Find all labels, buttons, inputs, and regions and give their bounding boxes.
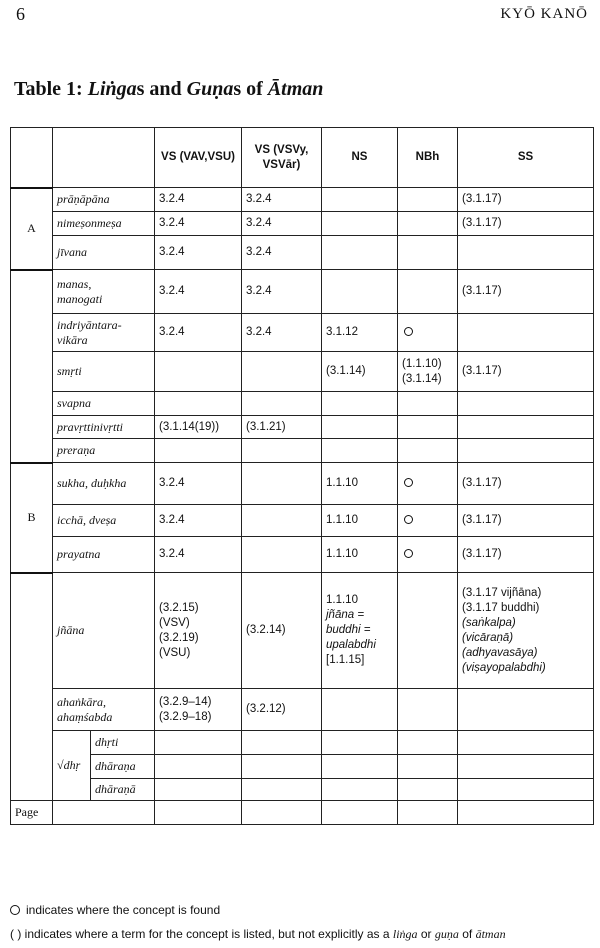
nbh-cell: [398, 212, 458, 236]
page-label: Page: [11, 801, 53, 825]
ns-line: jñāna =: [326, 609, 365, 621]
table-row: [11, 212, 594, 236]
nbh-cell: [398, 188, 458, 212]
ns-cell: [322, 392, 398, 416]
legend-atman: ātman: [475, 927, 506, 941]
term-line: ahaṃśabda: [57, 709, 113, 724]
ns-cell: 1.1.10: [322, 463, 398, 505]
term-cell: pravṛttinivṛtti: [53, 416, 155, 439]
legend-of: of: [458, 927, 476, 941]
vs2-cell: [242, 755, 322, 779]
vs1-cell: [155, 573, 242, 689]
nbh-cell: [398, 779, 458, 801]
title-atman: Ātman: [267, 78, 324, 100]
page-row: [11, 801, 594, 825]
ss-line: (saṅkalpa): [462, 616, 516, 629]
ns-cell: [322, 755, 398, 779]
legend-linga: liṅga: [392, 927, 418, 941]
vs2-cell: (3.2.14): [242, 573, 322, 689]
ns-cell: (3.1.14): [322, 352, 398, 392]
nbh-line: (3.1.14): [402, 372, 442, 385]
title-gunas: Guṇa: [186, 78, 234, 100]
table-row: [11, 779, 594, 801]
ss-cell: [458, 314, 594, 352]
ss-line: (adhyavasāya): [462, 646, 538, 659]
group-label-blank: [11, 573, 53, 801]
ss-cell: (3.1.17): [458, 212, 594, 236]
ns-cell: [322, 689, 398, 731]
found-circle-icon: [404, 549, 413, 558]
ss-cell: [458, 392, 594, 416]
term-cell: smṛti: [53, 352, 155, 392]
nbh-cell: [398, 416, 458, 439]
ss-line: (viṣayopalabdhi): [462, 661, 546, 674]
vs2-cell: 3.2.4: [242, 270, 322, 314]
term-cell: [53, 689, 155, 731]
page-number: 6: [16, 4, 25, 24]
vs1-cell: 3.2.4: [155, 236, 242, 270]
ss-cell: (3.1.17): [458, 505, 594, 537]
found-circle-icon: [404, 327, 413, 336]
table-row: [11, 236, 594, 270]
term-cell: dhṛti: [91, 731, 155, 755]
nbh-cell: [398, 392, 458, 416]
col-header-vs1: VS (VAV,VSU): [155, 128, 242, 188]
legend-paren-symbol: ( ): [10, 927, 22, 941]
vs1-cell: 3.2.4: [155, 270, 242, 314]
ns-cell: [322, 439, 398, 463]
ss-cell: [458, 779, 594, 801]
legend-circle-icon: [10, 905, 20, 915]
table-row: [11, 314, 594, 352]
vs2-cell: [242, 463, 322, 505]
term-cell: nimeṣonmeṣa: [53, 212, 155, 236]
vs1-cell: 3.2.4: [155, 314, 242, 352]
table-row: [11, 439, 594, 463]
legend-circle: [10, 903, 220, 917]
title-s1: s and: [136, 78, 187, 100]
col-header-nbh: NBh: [398, 128, 458, 188]
term-cell: dhāraṇā: [91, 779, 155, 801]
ns-cell: 1.1.10: [322, 505, 398, 537]
lingas-gunas-table: [10, 127, 594, 825]
header-term-cell: [53, 128, 155, 188]
vs2-cell: 3.2.4: [242, 188, 322, 212]
term-cell: prayatna: [53, 537, 155, 573]
vs1-cell: [155, 439, 242, 463]
vs1-cell: [155, 689, 242, 731]
ns-cell: 1.1.10: [322, 537, 398, 573]
ns-cell: 3.1.12: [322, 314, 398, 352]
table-row: [11, 689, 594, 731]
ns-cell: [322, 416, 398, 439]
ss-cell: (3.1.17): [458, 352, 594, 392]
table-row: [11, 416, 594, 439]
nbh-cell: [398, 801, 458, 825]
ns-cell: [322, 212, 398, 236]
found-circle-icon: [404, 478, 413, 487]
ns-cell: [322, 731, 398, 755]
legend-or: or: [417, 927, 435, 941]
term-line: manogati: [57, 291, 103, 306]
vs1-cell: 3.2.4: [155, 537, 242, 573]
table-row: [11, 352, 594, 392]
term-cell: svapna: [53, 392, 155, 416]
ns-cell: [322, 573, 398, 689]
header-row: [11, 128, 594, 188]
nbh-line: (1.1.10): [402, 357, 442, 370]
vs1-cell: (3.1.14(19)): [155, 416, 242, 439]
term-line: vikāra: [57, 332, 88, 347]
term-cell: preraṇa: [53, 439, 155, 463]
vs1-cell: [155, 755, 242, 779]
dhr-root-cell: √dhṛ: [53, 731, 91, 801]
ss-cell: [458, 801, 594, 825]
nbh-cell: [398, 573, 458, 689]
vs1-cell: 3.2.4: [155, 212, 242, 236]
ss-cell: (3.1.17): [458, 188, 594, 212]
title-s2: s of: [233, 78, 268, 100]
vs1-line: (3.2.9–14): [159, 695, 212, 708]
ns-cell: [322, 188, 398, 212]
term-cell: [53, 801, 155, 825]
term-cell: [53, 270, 155, 314]
legend-paren-text: indicates where a term for the concept is listed, but not explicitly as a: [24, 927, 393, 941]
vs2-cell: [242, 352, 322, 392]
vs2-cell: [242, 537, 322, 573]
ss-cell: [458, 755, 594, 779]
ns-line: 1.1.10: [326, 594, 358, 606]
vs1-line: (3.2.15): [159, 601, 199, 614]
nbh-cell: [398, 439, 458, 463]
table-row: [11, 270, 594, 314]
vs2-cell: [242, 801, 322, 825]
vs2-cell: [242, 439, 322, 463]
term-cell: prāṇāpāna: [53, 188, 155, 212]
legend-guna: guṇa: [434, 927, 459, 941]
nbh-cell: [398, 689, 458, 731]
ss-cell: (3.1.17): [458, 463, 594, 505]
title-lingas: Liṅga: [87, 78, 137, 100]
vs1-line: (3.2.9–18): [159, 710, 212, 723]
col-header-ss: SS: [458, 128, 594, 188]
group-label-b: B: [11, 463, 53, 573]
term-cell: dhāraṇa: [91, 755, 155, 779]
table-row: [11, 755, 594, 779]
ns-cell: [322, 801, 398, 825]
vs2-cell: 3.2.4: [242, 314, 322, 352]
vs2-cell: [242, 779, 322, 801]
ss-cell: [458, 731, 594, 755]
vs2-cell: 3.2.4: [242, 212, 322, 236]
header-group-cell: [11, 128, 53, 188]
table-row: [11, 188, 594, 212]
table-row: [11, 537, 594, 573]
table-row: [11, 731, 594, 755]
ss-cell: [458, 439, 594, 463]
ss-cell: [458, 236, 594, 270]
ss-cell: [458, 573, 594, 689]
ns-cell: [322, 270, 398, 314]
nbh-cell: [398, 236, 458, 270]
term-line: manas,: [57, 276, 92, 291]
nbh-cell: [398, 731, 458, 755]
ss-line: (3.1.17 vijñāna): [462, 586, 542, 599]
legend-paren: [10, 927, 506, 942]
vs1-cell: [155, 801, 242, 825]
found-circle-icon: [404, 515, 413, 524]
vs1-cell: [155, 779, 242, 801]
ss-line: (vicāraṇā): [462, 631, 514, 644]
vs1-cell: [155, 352, 242, 392]
term-cell: [53, 314, 155, 352]
nbh-cell: [398, 463, 458, 505]
term-cell: jñāna: [53, 573, 155, 689]
table-title: [14, 78, 323, 101]
ns-line: [1.1.15]: [326, 654, 365, 666]
vs1-cell: 3.2.4: [155, 188, 242, 212]
term-line: indriyāntara-: [57, 317, 122, 332]
ss-cell: [458, 689, 594, 731]
vs2-cell: [242, 505, 322, 537]
title-prefix: Table 1:: [14, 78, 88, 100]
nbh-cell: [398, 505, 458, 537]
ss-line: (3.1.17 buddhi): [462, 601, 540, 614]
nbh-cell: [398, 755, 458, 779]
col-header-ns: NS: [322, 128, 398, 188]
vs2-cell: [242, 731, 322, 755]
vs1-line: (VSU): [159, 646, 191, 659]
vs2-cell: 3.2.4: [242, 236, 322, 270]
vs1-line: (VSV): [159, 616, 190, 629]
nbh-cell: [398, 314, 458, 352]
nbh-cell: [398, 352, 458, 392]
nbh-cell: [398, 537, 458, 573]
legend-circle-text: indicates where the concept is found: [26, 903, 221, 917]
vs1-cell: 3.2.4: [155, 463, 242, 505]
ss-cell: (3.1.17): [458, 270, 594, 314]
vs2-cell: [242, 392, 322, 416]
ns-cell: [322, 236, 398, 270]
col-header-vs2: VS (VSVy, VSVār): [242, 128, 322, 188]
ss-cell: [458, 416, 594, 439]
ns-line: upalabdhi: [326, 639, 376, 651]
term-cell: sukha, duḥkha: [53, 463, 155, 505]
vs1-cell: [155, 392, 242, 416]
vs2-cell: (3.1.21): [242, 416, 322, 439]
term-cell: icchā, dveṣa: [53, 505, 155, 537]
nbh-cell: [398, 270, 458, 314]
group-label-a: A: [11, 188, 53, 270]
vs1-line: (3.2.19): [159, 631, 199, 644]
term-line: ahaṅkāra,: [57, 694, 106, 709]
table-row: [11, 505, 594, 537]
term-cell: jīvana: [53, 236, 155, 270]
ns-line: buddhi =: [326, 624, 371, 636]
vs1-cell: [155, 731, 242, 755]
table-row: [11, 573, 594, 689]
running-head: KYŌ KANŌ: [500, 6, 588, 22]
group-label-blank: [11, 270, 53, 463]
table-row: [11, 392, 594, 416]
ss-cell: (3.1.17): [458, 537, 594, 573]
vs1-cell: 3.2.4: [155, 505, 242, 537]
ns-cell: [322, 779, 398, 801]
table-row: [11, 463, 594, 505]
vs2-cell: (3.2.12): [242, 689, 322, 731]
